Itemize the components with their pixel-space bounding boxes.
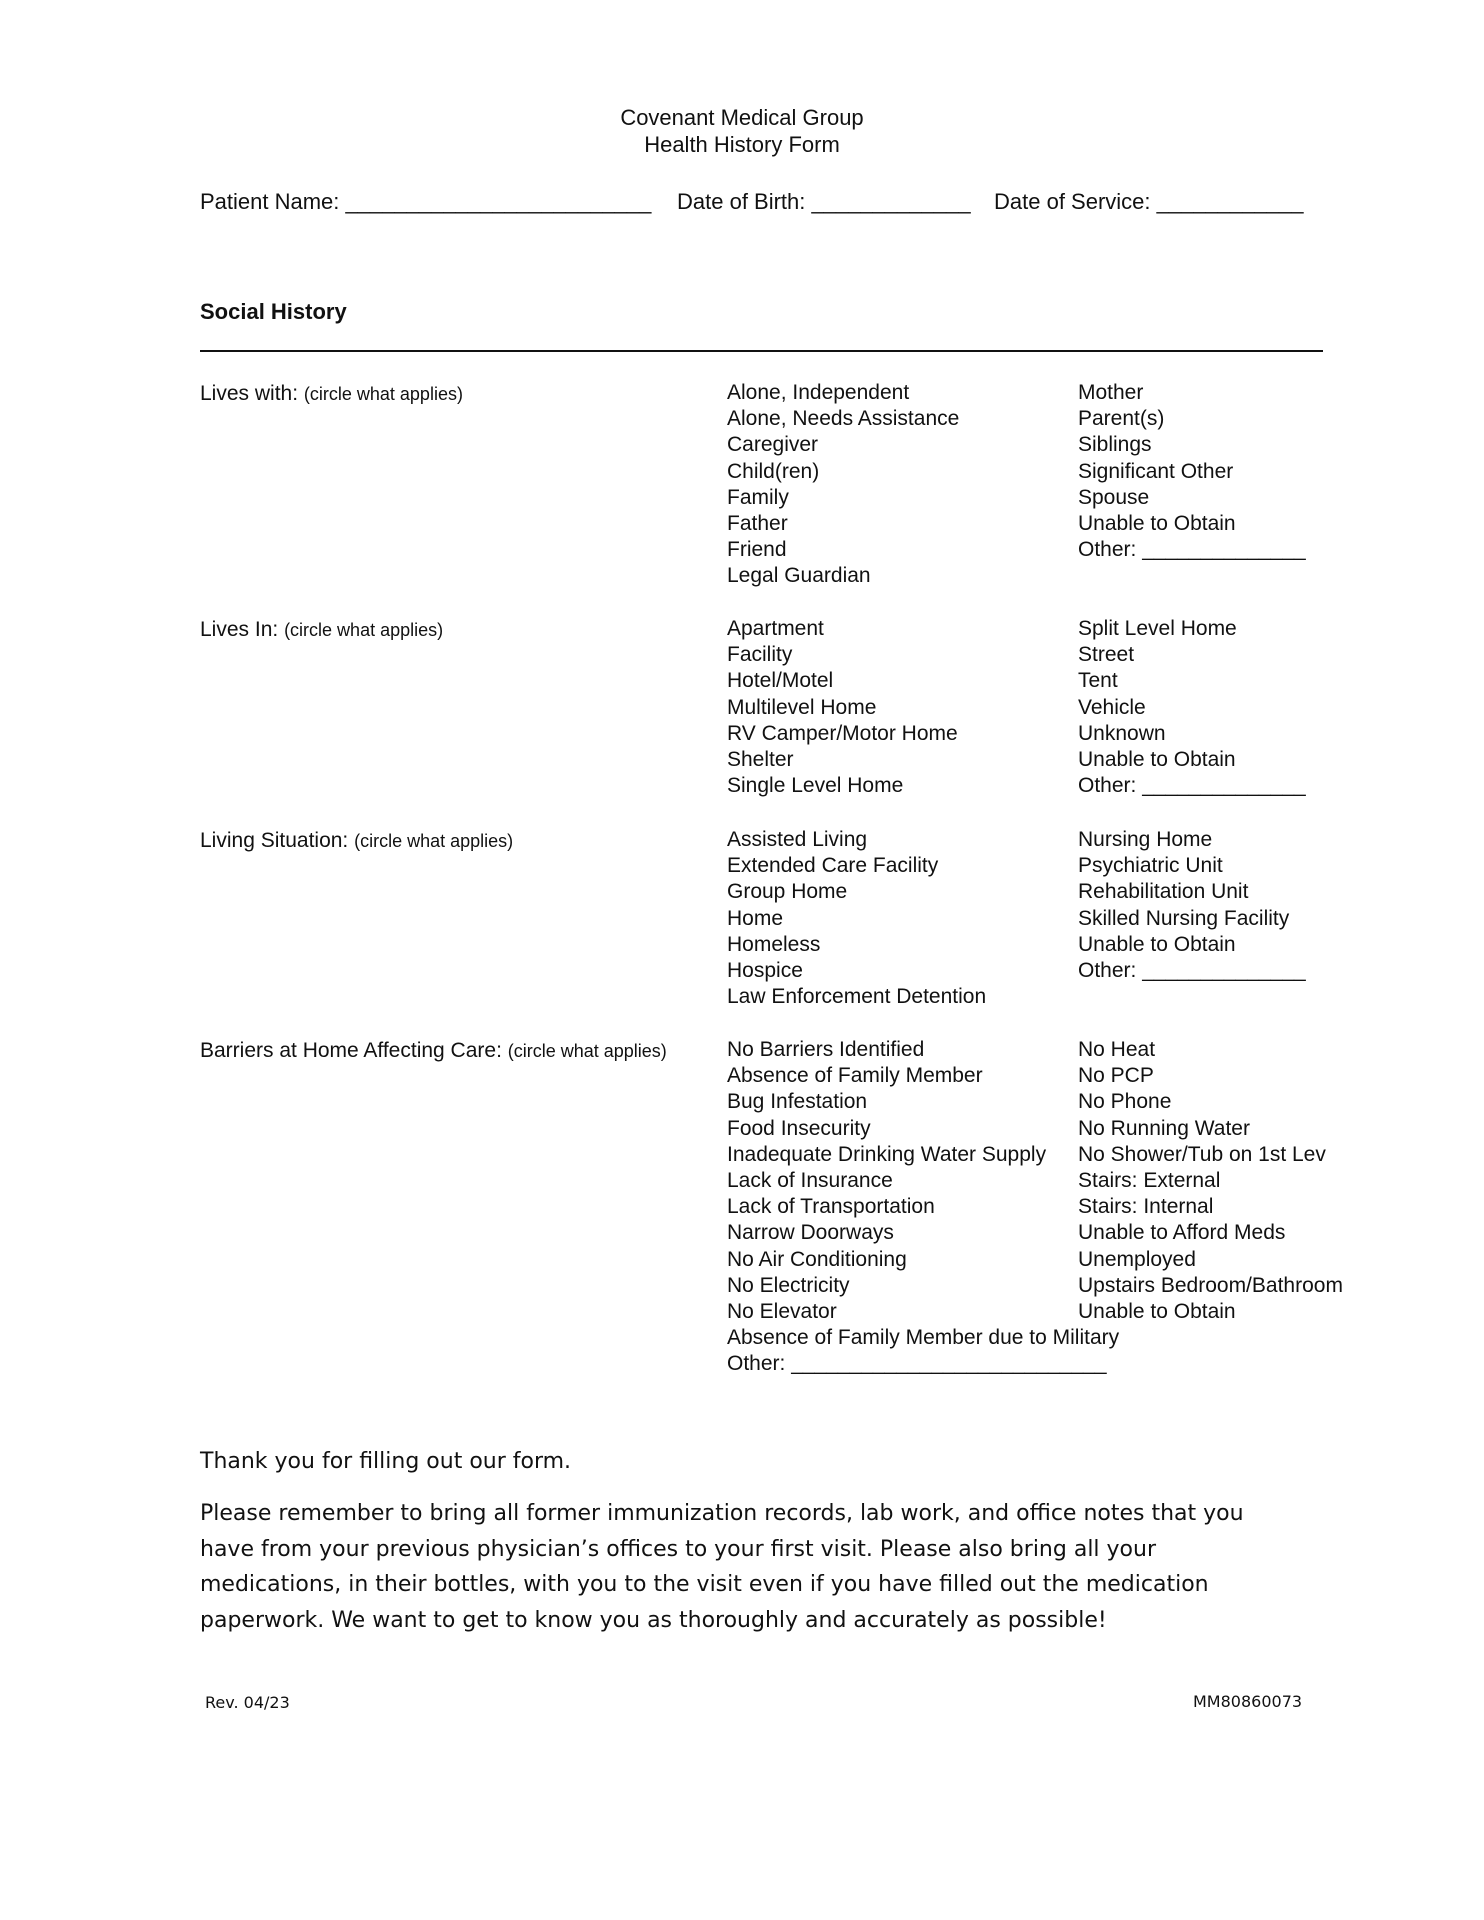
option[interactable]: Legal Guardian bbox=[727, 564, 871, 588]
option[interactable]: No PCP bbox=[1078, 1064, 1154, 1088]
option[interactable]: Stairs: External bbox=[1078, 1168, 1221, 1192]
question-text: Barriers at Home Affecting Care: bbox=[200, 1039, 502, 1062]
question-text: Lives In: bbox=[200, 618, 279, 641]
option[interactable]: Caregiver bbox=[727, 433, 819, 457]
option[interactable]: No Air Conditioning bbox=[727, 1247, 907, 1271]
question-text: Lives with: bbox=[200, 382, 299, 405]
option[interactable]: No Shower/Tub on 1st Lev bbox=[1078, 1142, 1326, 1166]
living-situation-options-col2 bbox=[1078, 827, 1306, 984]
option[interactable]: Food Insecurity bbox=[727, 1116, 871, 1140]
option[interactable]: Inadequate Drinking Water Supply bbox=[727, 1142, 1047, 1166]
option[interactable]: Alone, Needs Assistance bbox=[727, 407, 960, 431]
option[interactable]: Unable to Obtain bbox=[1078, 747, 1236, 771]
option[interactable]: Nursing Home bbox=[1078, 828, 1213, 851]
option[interactable]: Bug Infestation bbox=[727, 1090, 868, 1114]
option-other[interactable]: Other: ______________ bbox=[1078, 538, 1306, 562]
option[interactable]: Child(ren) bbox=[727, 459, 820, 483]
barriers-options-col2 bbox=[1078, 1037, 1343, 1325]
option[interactable]: Alone, Independent bbox=[727, 381, 910, 404]
option[interactable]: Unable to Obtain bbox=[1078, 1299, 1236, 1323]
option[interactable]: Lack of Transportation bbox=[727, 1195, 935, 1219]
option[interactable]: Unable to Obtain bbox=[1078, 932, 1236, 956]
lives-in-label bbox=[200, 618, 443, 642]
option[interactable]: Absence of Family Member bbox=[727, 1064, 983, 1088]
option[interactable]: Tent bbox=[1078, 669, 1118, 693]
option[interactable]: Hospice bbox=[727, 958, 803, 982]
option-other[interactable]: Other: ______________ bbox=[1078, 774, 1306, 798]
lives-with-label bbox=[200, 382, 463, 406]
question-hint: (circle what applies) bbox=[354, 831, 514, 851]
option[interactable]: Law Enforcement Detention bbox=[727, 985, 987, 1009]
option[interactable]: Home bbox=[727, 906, 784, 930]
lives-with-options-col1 bbox=[727, 380, 959, 590]
option[interactable]: No Phone bbox=[1078, 1090, 1172, 1114]
option[interactable]: No Heat bbox=[1078, 1038, 1156, 1061]
org-name: Covenant Medical Group bbox=[620, 105, 864, 130]
option[interactable]: Psychiatric Unit bbox=[1078, 854, 1223, 878]
option[interactable]: Unemployed bbox=[1078, 1247, 1196, 1271]
living-situation-options-col1 bbox=[727, 827, 986, 1010]
lives-with-options-col2 bbox=[1078, 380, 1306, 563]
option[interactable]: Stairs: Internal bbox=[1078, 1195, 1214, 1219]
option[interactable]: Multilevel Home bbox=[727, 695, 877, 719]
option[interactable]: Mother bbox=[1078, 381, 1144, 404]
option[interactable]: Lack of Insurance bbox=[727, 1168, 893, 1192]
option[interactable]: Family bbox=[727, 485, 789, 509]
living-situation-label bbox=[200, 829, 513, 853]
option[interactable]: Single Level Home bbox=[727, 774, 904, 798]
option[interactable]: Shelter bbox=[727, 747, 794, 771]
option[interactable]: Parent(s) bbox=[1078, 407, 1165, 431]
option[interactable]: Facility bbox=[727, 643, 793, 667]
barriers-options-col1 bbox=[727, 1037, 1119, 1377]
barriers-label bbox=[200, 1039, 667, 1063]
question-hint: (circle what applies) bbox=[284, 620, 444, 640]
option[interactable]: Apartment bbox=[727, 617, 824, 640]
form-code: MM80860073 bbox=[1193, 1692, 1303, 1711]
thank-you-text: Thank you for filling out our form. bbox=[200, 1449, 572, 1474]
option[interactable]: Upstairs Bedroom/Bathroom bbox=[1078, 1273, 1343, 1297]
date-of-service-field[interactable]: Date of Service: ____________ bbox=[994, 189, 1304, 214]
question-hint: (circle what applies) bbox=[507, 1041, 667, 1061]
option[interactable]: Unknown bbox=[1078, 721, 1166, 745]
lives-in-options-col2 bbox=[1078, 616, 1306, 799]
option[interactable]: Hotel/Motel bbox=[727, 669, 834, 693]
option[interactable]: Skilled Nursing Facility bbox=[1078, 906, 1290, 930]
option-other[interactable]: Other: ___________________________ bbox=[727, 1352, 1107, 1376]
option[interactable]: Narrow Doorways bbox=[727, 1221, 894, 1245]
option[interactable]: Unable to Afford Meds bbox=[1078, 1221, 1286, 1245]
question-hint: (circle what applies) bbox=[303, 384, 463, 404]
option[interactable]: Spouse bbox=[1078, 485, 1150, 509]
reminder-paragraph: Please remember to bring all former immunization records, lab work, and office notes that you have from your previous physician’s offices to your first visit. Please also bring all your medications, in their bottles, with you to the visit even if you have filled out the medication paperwork. We want to get to know you as thoroughly and accurately as possible! bbox=[200, 1501, 1244, 1633]
option[interactable]: Extended Care Facility bbox=[727, 854, 939, 878]
question-text: Living Situation: bbox=[200, 829, 349, 852]
option[interactable]: Absence of Family Member due to Military bbox=[727, 1326, 1120, 1350]
option[interactable]: Unable to Obtain bbox=[1078, 511, 1236, 535]
patient-name-field[interactable]: Patient Name: _________________________ bbox=[200, 189, 652, 214]
option[interactable]: Rehabilitation Unit bbox=[1078, 880, 1249, 904]
option[interactable]: Group Home bbox=[727, 880, 848, 904]
section-divider bbox=[200, 350, 1323, 352]
section-title: Social History bbox=[200, 299, 347, 324]
option[interactable]: Significant Other bbox=[1078, 459, 1234, 483]
lives-in-options-col1 bbox=[727, 616, 958, 799]
option[interactable]: Street bbox=[1078, 643, 1135, 667]
option[interactable]: Assisted Living bbox=[727, 828, 868, 851]
option[interactable]: Split Level Home bbox=[1078, 617, 1237, 640]
form-title: Health History Form bbox=[644, 132, 840, 157]
option[interactable]: RV Camper/Motor Home bbox=[727, 721, 958, 745]
date-of-birth-field[interactable]: Date of Birth: _____________ bbox=[677, 189, 971, 214]
option[interactable]: Vehicle bbox=[1078, 695, 1146, 719]
option[interactable]: No Barriers Identified bbox=[727, 1038, 925, 1061]
option[interactable]: No Running Water bbox=[1078, 1116, 1250, 1140]
option-other[interactable]: Other: ______________ bbox=[1078, 958, 1306, 982]
revision-label: Rev. 04/23 bbox=[205, 1693, 290, 1712]
option[interactable]: No Elevator bbox=[727, 1299, 837, 1323]
option[interactable]: No Electricity bbox=[727, 1273, 850, 1297]
option[interactable]: Friend bbox=[727, 538, 787, 562]
option[interactable]: Siblings bbox=[1078, 433, 1152, 457]
option[interactable]: Father bbox=[727, 511, 788, 535]
option[interactable]: Homeless bbox=[727, 932, 821, 956]
